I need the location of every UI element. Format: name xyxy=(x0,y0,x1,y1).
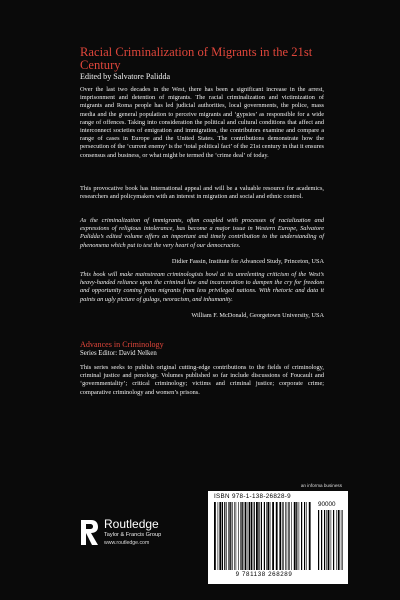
series-editor: Series Editor: David Nelken xyxy=(80,350,157,357)
description-paragraph-2: This provocative book has international appeal and will be a valuable resource for academics, researchers and policymakers with an interest in migration and social and ethnic control. xyxy=(80,185,324,201)
series-description: This series seeks to publish original cutting-edge contributions to the fields of criminology, criminal justice and penology. Volumes published so far include discussions of Foucault and ‘governmentality’; critical criminology; victims and criminal justice; corporate crime; comparative criminology and women’s prisons. xyxy=(80,364,324,396)
endorsement-quote-2: This book will make mainstream criminologists howl at its unrelenting criticism of the West’s heavy-handed reliance upon the criminal law and incarceration to dampen the cry for freedom and opportunity coming from migrants from less privileged nations. With rhetoric and data it paints an ugly picture of gulags, neoracism, and inhumanity. xyxy=(80,271,324,303)
endorsement-attribution-2: William F. McDonald, Georgetown University, USA xyxy=(191,312,324,319)
publisher-name: Routledge xyxy=(104,517,159,531)
book-title: Racial Criminalization of Migrants in the 21st Century xyxy=(80,45,313,72)
isbn-label: ISBN 978-1-138-26828-9 xyxy=(214,493,291,500)
barcode-panel xyxy=(208,491,348,584)
series-title: Advances in Criminology xyxy=(80,340,164,349)
publisher-group: Taylor & Francis Group xyxy=(104,532,162,538)
price-code: 90000 xyxy=(318,501,336,508)
isbn-barcode xyxy=(214,502,312,570)
endorsement-attribution-1: Didier Fassin, Institute for Advanced Study, Princeton, USA xyxy=(171,258,324,265)
book-editor: Edited by Salvatore Palidda xyxy=(80,72,171,81)
endorsement-quote-1: As the criminalization of immigrants, often coupled with processes of racialization and expressions of religious intolerance, has become a major issue in Western Europe, Salvatore Palidda’s edited volume offers an important and timely contribution to the understanding of phenomena which put to test the very heart of our democracies. xyxy=(80,217,324,249)
barcode-digits: 9 781138 268289 xyxy=(235,571,293,578)
publisher-url: www.routledge.com xyxy=(104,540,150,546)
description-paragraph-1: Over the last two decades in the West, there has been a significant increase in the arrest, imprisonment and detention of migrants. The racial criminalization and victimization of migrants and Roma people has led judicial authorities, local governments, the police, mass media and the general population to perceive migrants and ‘gypsies’ as responsible for a wide range of offences. Taking into consideration the political and cultural conditions that affect and interconnect societies of emigration and immigration, the contributors examine and compare a range of cases in Europe and the United States. The contributions demonstrate how the persecution of the ‘current enemy’ is the ‘total political fact’ of the 21st century in that it ensures consensus and business, or what might be termed the ‘crime deal’ of today. xyxy=(80,86,324,159)
routledge-logo-icon xyxy=(79,519,99,546)
informa-note: an informa business xyxy=(300,483,342,488)
price-barcode xyxy=(318,510,344,570)
